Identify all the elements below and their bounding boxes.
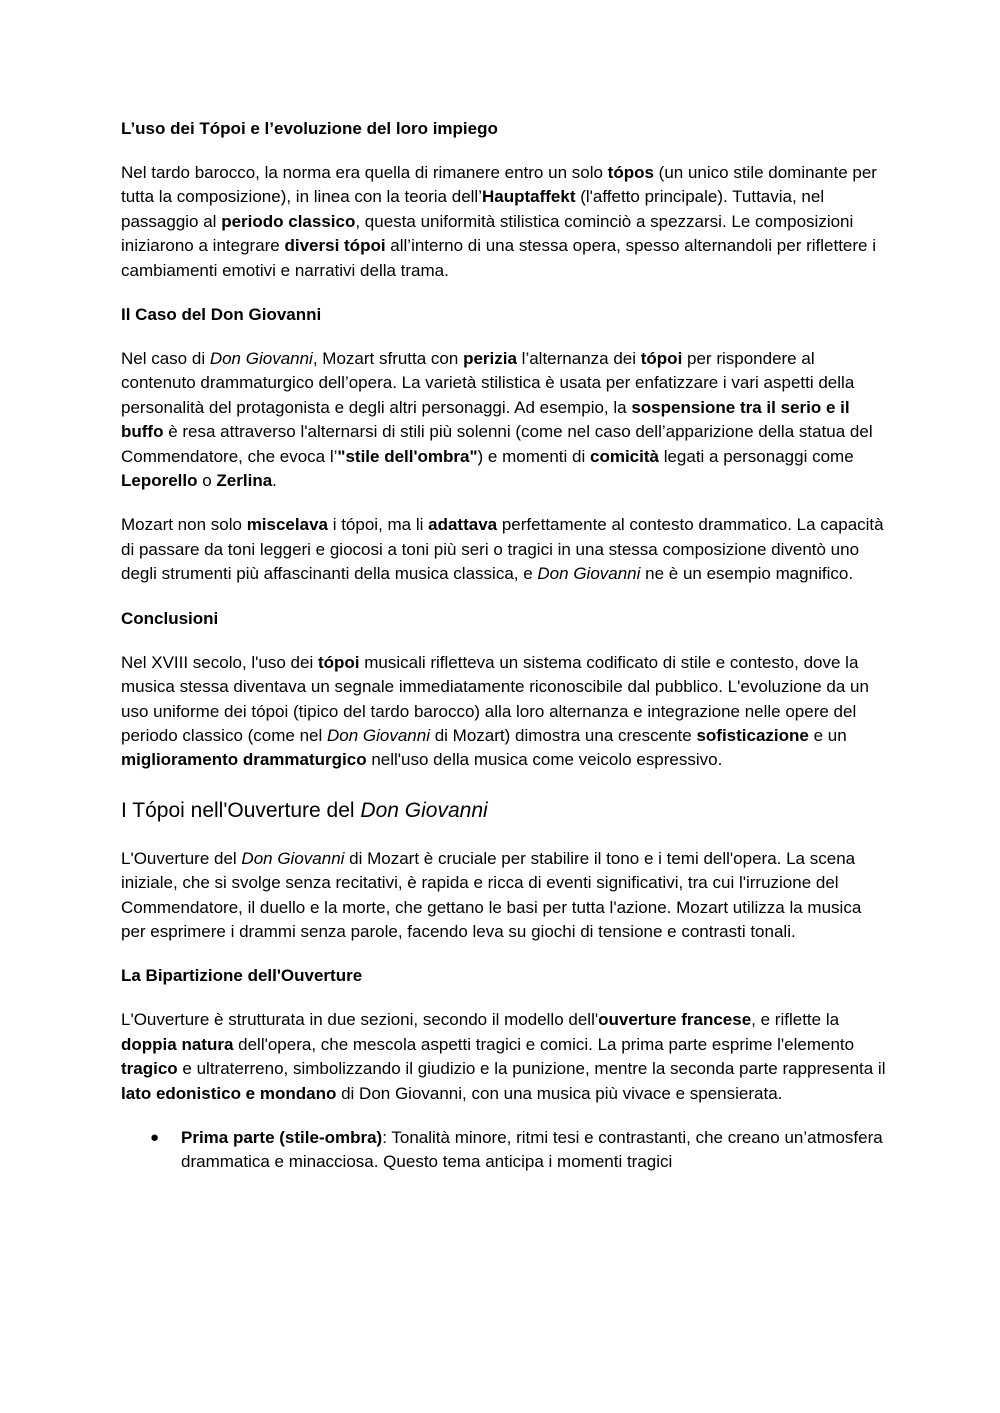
paragraph-topoi-evolution: Nel tardo barocco, la norma era quella di rimanere entro un solo tópos (un unico stile dominante per tutta la composizione), in linea con la teoria dell’Hauptaffekt (l'affetto principale). Tuttavia, nel passaggio al periodo classico, questa uniformità stilistica cominciò a spezzarsi. Le composizioni iniziarono a integrare diversi tópoi all’interno di una stessa opera, spesso alternandoli per riflettere i cambiamenti emotivi e narrativi della trama. <box>121 163 877 280</box>
paragraph-conclusioni: Nel XVIII secolo, l'uso dei tópoi musicali rifletteva un sistema codificato di stile e contesto, dove la musica stessa diventava un segnale immediatamente riconoscibile dal pubblico. L'evoluzione da un uso uniforme dei tópoi (tipico del tardo barocco) alla loro alternanza e integrazione nelle opere del periodo classico (come nel Don Giovanni di Mozart) dimostra una crescente sofisticazione e un miglioramento drammaturgico nell'uso della musica come veicolo espressivo. <box>121 652 869 770</box>
paragraph-bipartizione: L'Ouverture è strutturata in due sezioni, secondo il modello dell'ouverture francese, e riflette la doppia natura dell'opera, che mescola aspetti tragici e comici. La prima parte esprime l'elemento tragico e ultraterreno, simbolizzando il giudizio e la punizione, mentre la seconda parte rappresenta il lato edonistico e mondano di Don Giovanni, con una musica più vivace e spensierata. <box>121 1010 886 1103</box>
section-heading-ouverture: I Tópoi nell'Ouverture del Don Giovanni <box>121 798 488 822</box>
paragraph-don-giovanni-case: Nel caso di Don Giovanni, Mozart sfrutta con perizia l’alternanza dei tópoi per rispondere al contenuto drammaturgico dell’opera. La varietà stilistica è usata per enfatizzare i vari aspetti della personalità del protagonista e degli altri personaggi. Ad esempio, la sospensione tra il serio e il buffo è resa attraverso l'alternarsi di stili più solenni (come nel caso dell’apparizione della statua del Commendatore, che evoca l’"stile dell'ombra") e momenti di comicità legati a personaggi come Leporello o Zerlina. <box>121 349 873 491</box>
bullet-label: Prima parte (stile-ombra) <box>181 1127 383 1147</box>
paragraph-ouverture-intro: L'Ouverture del Don Giovanni di Mozart è cruciale per stabilire il tono e i temi dell'opera. La scena iniziale, che si svolge senza recitativi, è rapida e ricca di eventi significativi, tra cui l'irruzione del Commendatore, il duello e la morte, che gettano le basi per tutta l'azione. Mozart utilizza la musica per esprimere i drammi senza parole, facendo leva su giochi di tensione e contrasti tonali. <box>121 848 862 941</box>
bullet-list-item <box>121 1126 886 1175</box>
section-heading-conclusioni: Conclusioni <box>121 608 219 628</box>
paragraph-mozart-mixing: Mozart non solo miscelava i tópoi, ma li adattava perfettamente al contesto drammatico. La capacità di passare da toni leggeri e giocosi a toni più seri o tragici in una stessa composizione diventò uno degli strumenti più affascinanti della musica classica, e Don Giovanni ne è un esempio magnifico. <box>121 515 884 584</box>
section-heading-topoi: L’uso dei Tópoi e l’evoluzione del loro impiego <box>121 119 498 138</box>
bullet-marker: ● <box>150 1128 160 1146</box>
document-content <box>121 117 886 1175</box>
section-heading-bipartizione: La Bipartizione dell'Ouverture <box>121 966 363 986</box>
bullet-text: : Tonalità minore, ritmi tesi e contrastanti, che creano un’atmosfera drammatica e minacciosa. Questo tema anticipa i momenti tragici <box>181 1127 883 1172</box>
section-heading-don-giovanni-case: Il Caso del Don Giovanni <box>121 305 322 325</box>
